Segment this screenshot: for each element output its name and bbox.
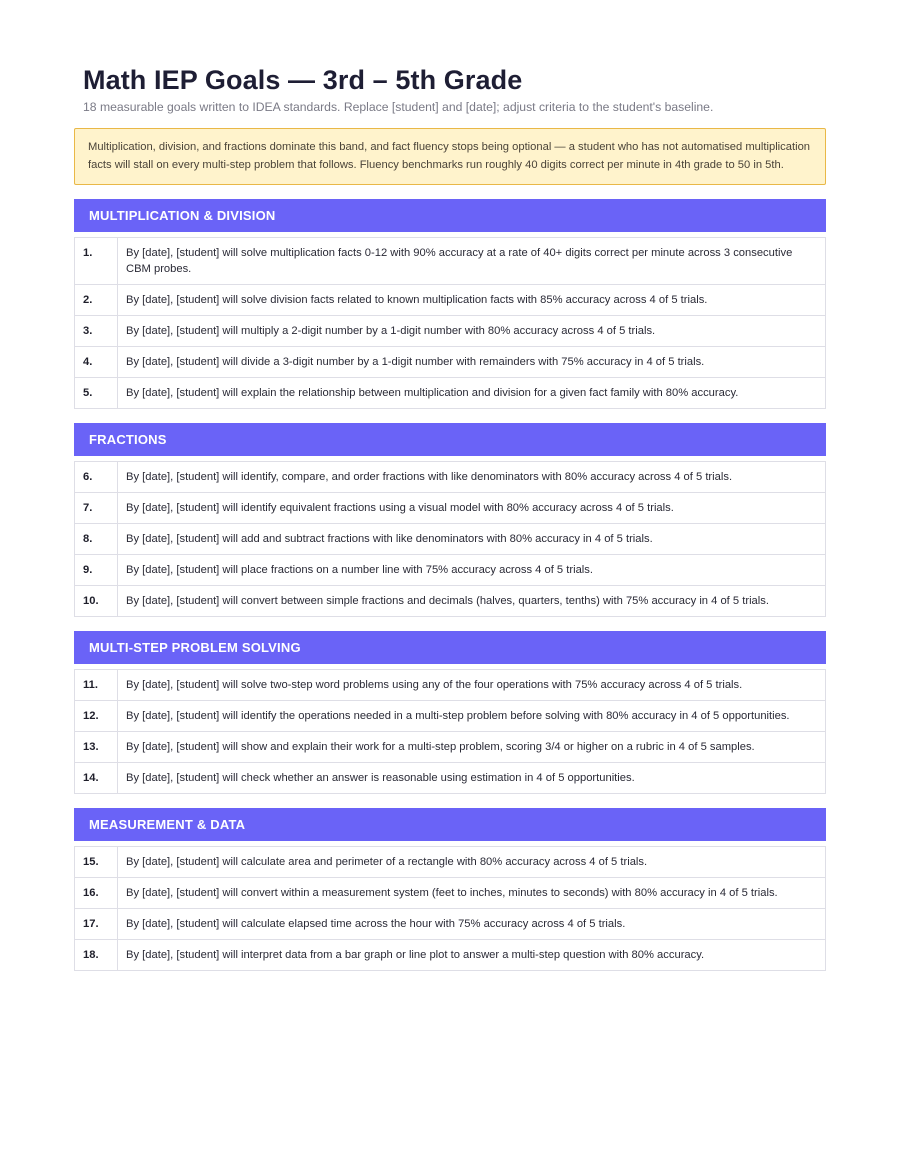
goal-number: 5. xyxy=(75,378,118,409)
goal-row xyxy=(75,732,826,763)
goals-table xyxy=(74,237,826,409)
goal-text: By [date], [student] will calculate area and perimeter of a rectangle with 80% accuracy across 4 of 5 trials. xyxy=(118,847,826,878)
page-subtitle: 18 measurable goals written to IDEA standards. Replace [student] and [date]; adjust criteria to the student's baseline. xyxy=(83,100,714,114)
goal-number: 8. xyxy=(75,524,118,555)
goal-row xyxy=(75,670,826,701)
goal-number: 14. xyxy=(75,763,118,794)
goal-row xyxy=(75,909,826,940)
goal-text: By [date], [student] will add and subtract fractions with like denominators with 80% accuracy in 4 of 5 trials. xyxy=(118,524,826,555)
goal-number: 1. xyxy=(75,238,118,285)
goal-number: 13. xyxy=(75,732,118,763)
section-heading: MEASUREMENT & DATA xyxy=(74,808,826,841)
section-heading: MULTIPLICATION & DIVISION xyxy=(74,199,826,232)
goal-section xyxy=(74,631,826,794)
goal-number: 4. xyxy=(75,347,118,378)
goal-text: By [date], [student] will convert between simple fractions and decimals (halves, quarters, tenths) with 75% accuracy in 4 of 5 trials. xyxy=(118,586,826,617)
goal-text: By [date], [student] will identify equivalent fractions using a visual model with 80% accuracy across 4 of 5 trials. xyxy=(118,493,826,524)
goal-row xyxy=(75,847,826,878)
goal-row xyxy=(75,555,826,586)
goals-table xyxy=(74,846,826,971)
goal-text: By [date], [student] will divide a 3-digit number by a 1-digit number with remainders with 75% accuracy in 4 of 5 trials. xyxy=(118,347,826,378)
goal-text: By [date], [student] will identify the operations needed in a multi-step problem before solving with 80% accuracy in 4 of 5 opportunities. xyxy=(118,701,826,732)
goal-row xyxy=(75,524,826,555)
goal-row xyxy=(75,316,826,347)
goal-sections xyxy=(74,199,826,971)
page-title: Math IEP Goals — 3rd – 5th Grade xyxy=(83,65,523,95)
goal-row xyxy=(75,586,826,617)
goal-number: 17. xyxy=(75,909,118,940)
goal-text: By [date], [student] will explain the relationship between multiplication and division for a given fact family with 80% accuracy. xyxy=(118,378,826,409)
section-heading: FRACTIONS xyxy=(74,423,826,456)
goal-section xyxy=(74,423,826,617)
goal-row xyxy=(75,462,826,493)
goal-text: By [date], [student] will place fractions on a number line with 75% accuracy across 4 of 5 trials. xyxy=(118,555,826,586)
goal-row xyxy=(75,940,826,971)
goal-text: By [date], [student] will check whether an answer is reasonable using estimation in 4 of 5 opportunities. xyxy=(118,763,826,794)
goal-row xyxy=(75,285,826,316)
goal-number: 7. xyxy=(75,493,118,524)
goal-number: 6. xyxy=(75,462,118,493)
goal-section xyxy=(74,199,826,409)
callout-note: Multiplication, division, and fractions dominate this band, and fact fluency stops being optional — a student who has not automatised multiplication facts will stall on every multi-step problem that follows. Fluency benchmarks run roughly 40 digits correct per minute in 4th grade to 50 in 5th. xyxy=(74,128,826,185)
goal-number: 12. xyxy=(75,701,118,732)
goal-text: By [date], [student] will show and explain their work for a multi-step problem, scoring 3/4 or higher on a rubric in 4 of 5 samples. xyxy=(118,732,826,763)
goal-row xyxy=(75,378,826,409)
goal-section xyxy=(74,808,826,971)
goal-text: By [date], [student] will multiply a 2-digit number by a 1-digit number with 80% accuracy across 4 of 5 trials. xyxy=(118,316,826,347)
goal-number: 16. xyxy=(75,878,118,909)
goal-number: 15. xyxy=(75,847,118,878)
goal-row xyxy=(75,878,826,909)
goal-text: By [date], [student] will interpret data from a bar graph or line plot to answer a multi-step question with 80% accuracy. xyxy=(118,940,826,971)
goal-text: By [date], [student] will calculate elapsed time across the hour with 75% accuracy across 4 of 5 trials. xyxy=(118,909,826,940)
goal-row xyxy=(75,763,826,794)
goals-table xyxy=(74,669,826,794)
section-heading: MULTI-STEP PROBLEM SOLVING xyxy=(74,631,826,664)
goal-number: 3. xyxy=(75,316,118,347)
goal-row xyxy=(75,493,826,524)
goal-text: By [date], [student] will solve division facts related to known multiplication facts with 85% accuracy across 4 of 5 trials. xyxy=(118,285,826,316)
goals-table xyxy=(74,461,826,617)
goal-text: By [date], [student] will identify, compare, and order fractions with like denominators with 80% accuracy across 4 of 5 trials. xyxy=(118,462,826,493)
goal-text: By [date], [student] will solve multiplication facts 0-12 with 90% accuracy at a rate of 40+ digits correct per minute across 3 consecutive CBM probes. xyxy=(118,238,826,285)
goal-row xyxy=(75,238,826,285)
goal-row xyxy=(75,701,826,732)
goal-row xyxy=(75,347,826,378)
goal-number: 11. xyxy=(75,670,118,701)
goal-number: 2. xyxy=(75,285,118,316)
goal-text: By [date], [student] will convert within a measurement system (feet to inches, minutes to seconds) with 80% accuracy in 4 of 5 trials. xyxy=(118,878,826,909)
goal-text: By [date], [student] will solve two-step word problems using any of the four operations with 75% accuracy across 4 of 5 trials. xyxy=(118,670,826,701)
goal-number: 9. xyxy=(75,555,118,586)
goal-number: 10. xyxy=(75,586,118,617)
goal-number: 18. xyxy=(75,940,118,971)
